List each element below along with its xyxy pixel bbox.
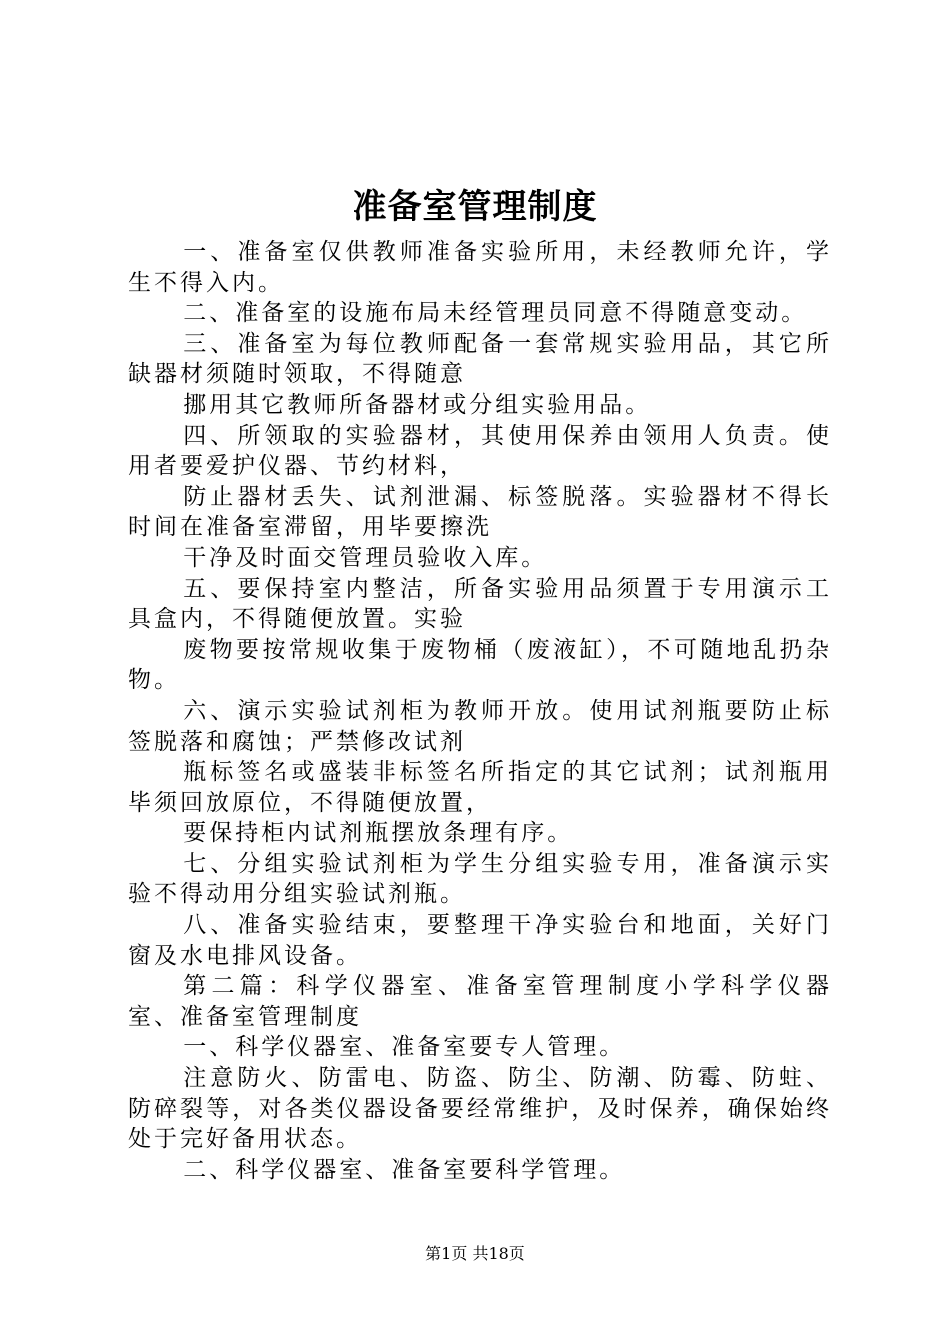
paragraph: 防止器材丢失、试剂泄漏、标签脱落。实验器材不得长时间在准备室滞留，用毕要擦洗 [128, 483, 832, 541]
paragraph: 四、所领取的实验器材，其使用保养由领用人负责。使用者要爱护仪器、节约材料， [128, 422, 832, 480]
document-title: 准备室管理制度 [352, 187, 598, 227]
paragraph: 注意防火、防雷电、防盗、防尘、防潮、防霉、防蛀、防碎裂等，对各类仪器设备要经常维护，及时保养，确保始终处于完好备用状态。 [128, 1065, 832, 1153]
paragraph: 废物要按常规收集于废物桶（废液缸），不可随地乱扔杂物。 [128, 636, 832, 694]
paragraph: 一、准备室仅供教师准备实验所用，未经教师允许，学生不得入内。 [128, 239, 832, 296]
paragraph: 要保持柜内试剂瓶摆放条理有序。 [183, 820, 574, 847]
paragraph: 五、要保持室内整洁，所备实验用品须置于专用演示工具盒内，不得随便放置。实验 [128, 575, 832, 633]
paragraph: 三、准备室为每位教师配备一套常规实验用品，其它所缺器材须随时领取，不得随意 [128, 330, 832, 388]
document-body [128, 237, 832, 1185]
paragraph: 七、分组实验试剂柜为学生分组实验专用，准备演示实验不得动用分组实验试剂瓶。 [128, 850, 832, 908]
paragraph: 干净及时面交管理员验收入库。 [183, 544, 548, 571]
paragraph: 六、演示实验试剂柜为教师开放。使用试剂瓶要防止标签脱落和腐蚀；严禁修改试剂 [128, 697, 832, 755]
paragraph: 二、准备室的设施布局未经管理员同意不得随意变动。 [183, 300, 808, 327]
paragraph: 瓶标签名或盛装非标签名所指定的其它试剂；试剂瓶用毕须回放原位，不得随便放置， [128, 759, 832, 816]
paragraph: 挪用其它教师所备器材或分组实验用品。 [183, 391, 652, 418]
page-footer: 第1页 共18页 [425, 1244, 525, 1263]
paragraph: 八、准备实验结束，要整理干净实验台和地面，关好门窗及水电排风设备。 [128, 912, 832, 969]
paragraph: 二、科学仪器室、准备室要科学管理。 [183, 1156, 626, 1183]
paragraph: 一、科学仪器室、准备室要专人管理。 [183, 1034, 626, 1061]
paragraph: 第二篇：科学仪器室、准备室管理制度小学科学仪器室、准备室管理制度 [128, 973, 832, 1030]
